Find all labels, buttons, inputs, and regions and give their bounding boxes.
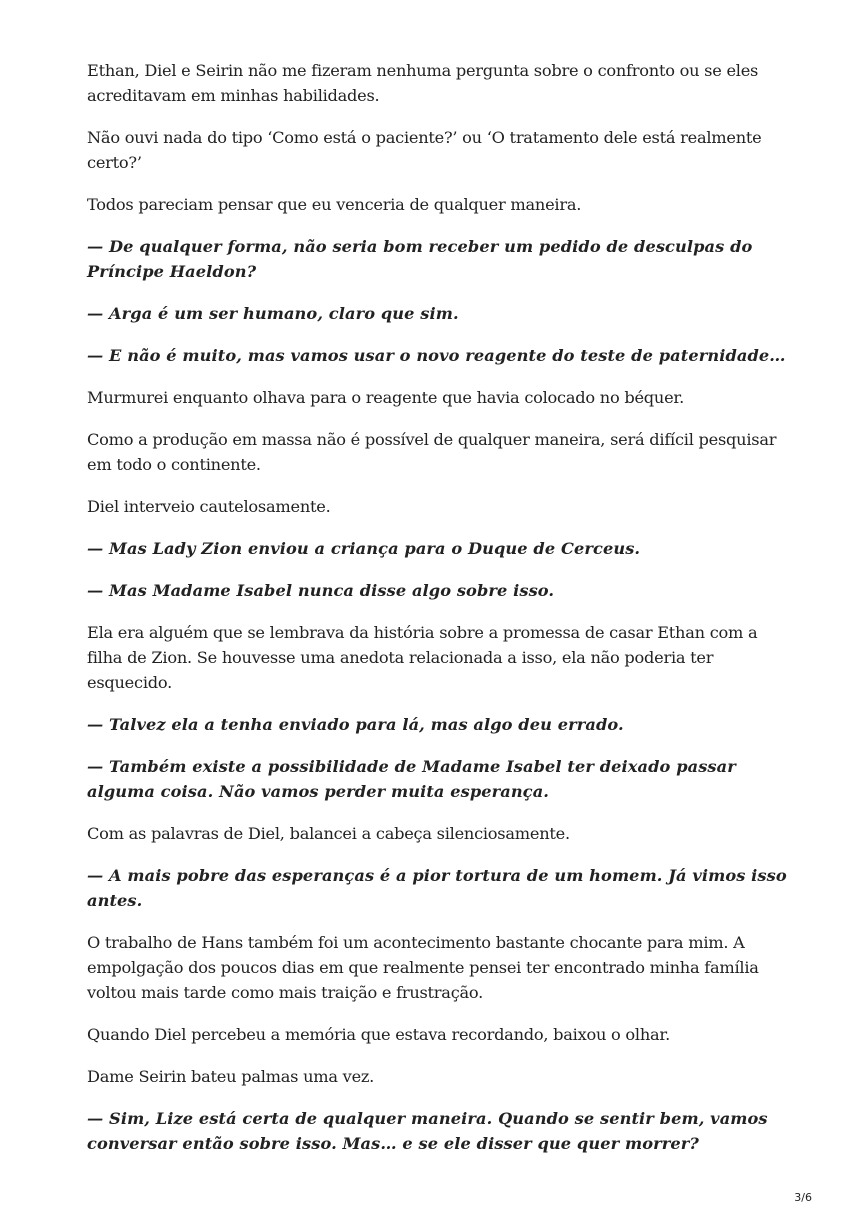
dialog-line: — Mas Lady Zion enviou a criança para o Duque de Cerceus. — [87, 539, 641, 558]
paragraph: Todos pareciam pensar que eu venceria de qualquer maneira. — [87, 195, 582, 214]
page-number: 3/6 — [794, 1191, 812, 1204]
dialog-line: — A mais pobre das esperanças é a pior tortura de um homem. Já vimos isso antes. — [87, 866, 787, 910]
dialog-line: — Arga é um ser humano, claro que sim. — [87, 304, 459, 323]
paragraph: Com as palavras de Diel, balancei a cabeça silenciosamente. — [87, 824, 570, 843]
dialog-line: — Também existe a possibilidade de Madame Isabel ter deixado passar alguma coisa. Não vamos perder muita esperança. — [87, 757, 736, 801]
paragraph: Não ouvi nada do tipo ‘Como está o paciente?’ ou ‘O tratamento dele está realmente certo?’ — [87, 128, 762, 172]
dialog-line: — E não é muito, mas vamos usar o novo reagente do teste de paternidade… — [87, 346, 786, 365]
paragraph: Quando Diel percebeu a memória que estava recordando, baixou o olhar. — [87, 1025, 671, 1044]
dialog-line: — De qualquer forma, não seria bom receber um pedido de desculpas do Príncipe Haeldon? — [87, 237, 753, 281]
document-body — [87, 58, 787, 1173]
paragraph: Ela era alguém que se lembrava da história sobre a promessa de casar Ethan com a filha de Zion. Se houvesse uma anedota relacionada a isso, ela não poderia ter esquecido. — [87, 623, 758, 692]
paragraph: Murmurei enquanto olhava para o reagente que havia colocado no béquer. — [87, 388, 685, 407]
paragraph: Diel interveio cautelosamente. — [87, 497, 331, 516]
paragraph: Como a produção em massa não é possível de qualquer maneira, será difícil pesquisar em todo o continente. — [87, 430, 777, 474]
dialog-line: — Mas Madame Isabel nunca disse algo sobre isso. — [87, 581, 555, 600]
paragraph: O trabalho de Hans também foi um acontecimento bastante chocante para mim. A empolgação dos poucos dias em que realmente pensei ter encontrado minha família voltou mais tarde como mais traição e frustração. — [87, 933, 759, 1002]
paragraph: Dame Seirin bateu palmas uma vez. — [87, 1067, 375, 1086]
dialog-line: — Sim, Lize está certa de qualquer maneira. Quando se sentir bem, vamos conversar então sobre isso. Mas… e se ele disser que quer morrer? — [87, 1109, 768, 1153]
paragraph: Ethan, Diel e Seirin não me fizeram nenhuma pergunta sobre o confronto ou se eles acreditavam em minhas habilidades. — [87, 61, 759, 105]
dialog-line: — Talvez ela a tenha enviado para lá, mas algo deu errado. — [87, 715, 624, 734]
